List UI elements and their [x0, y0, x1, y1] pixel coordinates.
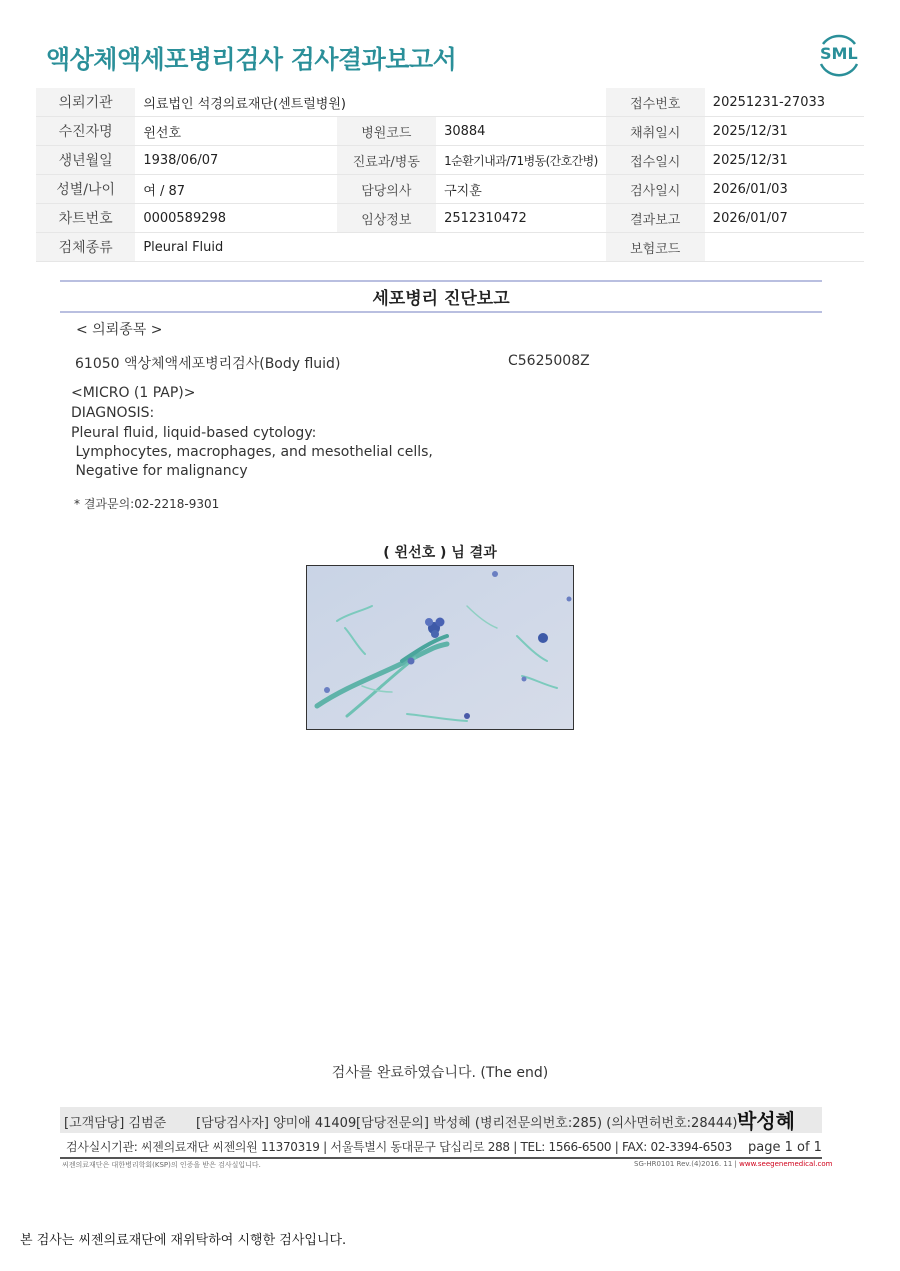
label-clinical-info: 임상정보 [337, 204, 437, 233]
value-birth-date: 1938/06/07 [135, 146, 336, 175]
form-code: SG-HR0101 Rev.(4)2016. 11 | [634, 1160, 740, 1168]
value-result-report: 2026/01/07 [705, 204, 864, 233]
signature: 박성혜 [737, 1109, 795, 1133]
value-receipt-date: 2025/12/31 [705, 146, 864, 175]
info-row [36, 117, 864, 146]
label-requesting-institution: 의뢰기관 [36, 88, 135, 117]
outside-note: 본 검사는 씨젠의료재단에 재위탁하여 시행한 검사입니다. [20, 1233, 347, 1248]
patient-info-table [36, 88, 864, 262]
value-chart-number: 0000589298 [135, 204, 336, 233]
order-code: C5625008Z [508, 353, 590, 369]
diagnosis-line: Pleural fluid, liquid-based cytology: [71, 425, 317, 441]
info-row [36, 146, 864, 175]
label-receipt-date: 접수일시 [606, 146, 705, 175]
cytology-micrograph [306, 565, 574, 730]
result-title: ( 윈선호 ) 님 결과 [383, 545, 497, 561]
value-test-date: 2026/01/03 [705, 175, 864, 204]
logo-text: SML [820, 44, 858, 63]
info-row [36, 204, 864, 233]
order-heading: < 의뢰종목 > [76, 322, 163, 338]
info-row [36, 175, 864, 204]
label-hospital-code: 병원코드 [337, 117, 437, 146]
footer-staff-bar [60, 1107, 822, 1133]
micro-label: <MICRO (1 PAP)> [71, 385, 196, 401]
footer-form-code [634, 1160, 832, 1168]
section-divider-top [60, 280, 822, 282]
contact-note: * 결과문의:02-2218-9301 [74, 497, 220, 511]
website-link[interactable]: www.seegenemedical.com [739, 1160, 833, 1168]
label-result-report: 결과보고 [606, 204, 705, 233]
value-requesting-institution: 의료법인 석경의료재단(센트럴병원) [135, 88, 605, 117]
label-attending-doctor: 담당의사 [337, 175, 437, 204]
value-department-ward: 1순환기내과/71병동(간호간병) [436, 146, 606, 175]
info-row [36, 233, 864, 262]
label-specimen-type: 검체종류 [36, 233, 135, 262]
footer-customer: [고객담당] 김범준 [64, 1116, 167, 1131]
label-chart-number: 차트번호 [36, 204, 135, 233]
value-attending-doctor: 구지훈 [436, 175, 606, 204]
section-title: 세포병리 진단보고 [372, 289, 510, 309]
info-row [36, 88, 864, 117]
diagnosis-line: Negative for malignancy [71, 463, 248, 479]
label-sex-age: 성별/나이 [36, 175, 135, 204]
value-specimen-type: Pleural Fluid [135, 233, 605, 262]
diagnosis-label: DIAGNOSIS: [71, 405, 155, 421]
value-patient-name: 윈선호 [135, 117, 336, 146]
order-item: 61050 액상체액세포병리검사(Body fluid) [75, 356, 341, 372]
report-title: 액상체액세포병리검사 검사결과보고서 [46, 45, 457, 74]
value-hospital-code: 30884 [436, 117, 606, 146]
label-department-ward: 진료과/병동 [337, 146, 437, 175]
value-insurance-code [705, 233, 864, 262]
value-collection-date: 2025/12/31 [705, 117, 864, 146]
label-test-date: 검사일시 [606, 175, 705, 204]
footer-specialist: [담당전문의] 박성혜 (병리전문의번호:285) (의사면허번호:28444) [356, 1116, 738, 1131]
diagnosis-line: Lymphocytes, macrophages, and mesothelial cells, [71, 444, 433, 460]
end-text: 검사를 완료하였습니다. (The end) [331, 1065, 549, 1081]
label-receipt-number: 접수번호 [606, 88, 705, 117]
footer-institution: 검사실시기관: 씨젠의료재단 씨젠의원 11370319 | 서울특별시 동대문구 답십리로 288 | TEL: 1566-6500 | FAX: 02-3394-6503 [66, 1140, 732, 1154]
value-clinical-info: 2512310472 [436, 204, 606, 233]
value-sex-age: 여 / 87 [135, 175, 336, 204]
label-insurance-code: 보험코드 [606, 233, 705, 262]
page-number: page 1 of 1 [748, 1140, 822, 1155]
value-receipt-number: 20251231-27033 [705, 88, 864, 117]
footer-divider [60, 1157, 822, 1159]
footer-technician: [담당검사자] 양미애 41409 [196, 1116, 357, 1131]
label-birth-date: 생년월일 [36, 146, 135, 175]
label-patient-name: 수진자명 [36, 117, 135, 146]
footer-cert-note: 씨젠의료재단은 대한병리학회(KSP)의 인증을 받은 검사실입니다. [62, 1161, 261, 1169]
label-collection-date: 채취일시 [606, 117, 705, 146]
section-divider-bottom [60, 311, 822, 313]
